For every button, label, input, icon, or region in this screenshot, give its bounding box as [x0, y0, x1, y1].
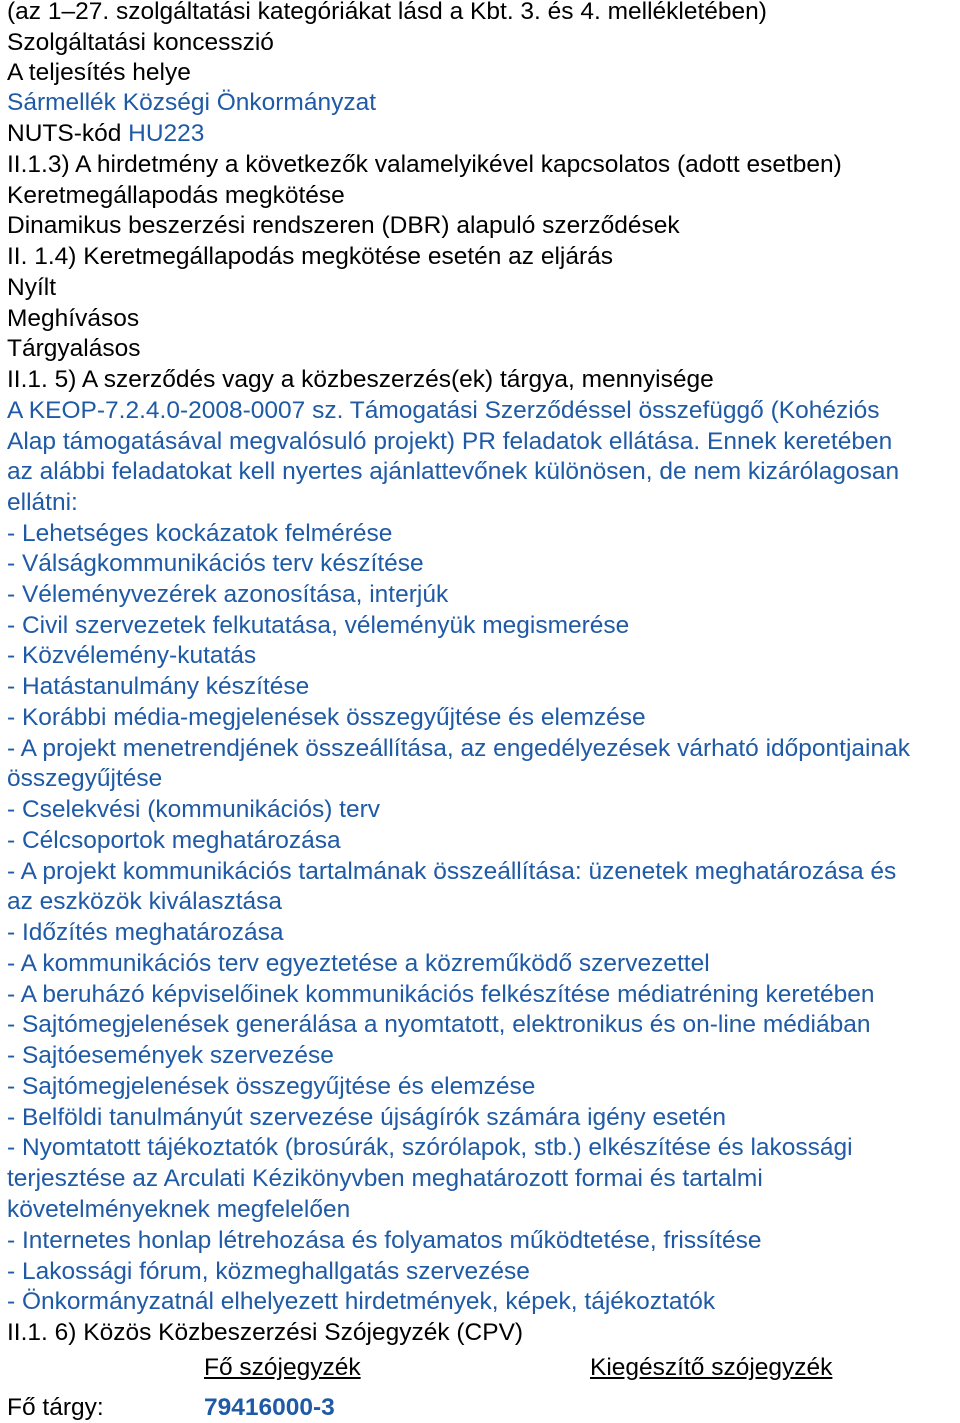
section-116-title: II.1. 6) Közös Közbeszerzési Szójegyzék (CPV)	[7, 1319, 524, 1346]
main-object-label: Fő tárgy:	[7, 1394, 104, 1421]
section-114-item: Meghívásos	[7, 305, 140, 332]
section-115-text: Alap támogatásával megvalósuló projekt) PR feladatok ellátása. Ennek keretében	[7, 428, 893, 455]
main-vocabulary-header: Fő szójegyzék	[204, 1354, 361, 1381]
section-113-item: Dinamikus beszerzési rendszeren (DBR) alapuló szerződések	[7, 212, 680, 239]
nuts-value: HU223	[128, 120, 205, 147]
category-note: (az 1–27. szolgáltatási kategóriákat lásd a Kbt. 3. és 4. mellékletében)	[7, 0, 767, 25]
task-item: - A projekt kommunikációs tartalmának összeállítása: üzenetek meghatározása és	[7, 858, 897, 885]
task-item: követelményeknek megfelelően	[7, 1196, 351, 1223]
section-113-item: Keretmegállapodás megkötése	[7, 182, 345, 209]
task-item: - Nyomtatott tájékoztatók (brosúrák, szórólapok, stb.) elkészítése és lakossági	[7, 1134, 853, 1161]
nuts-line	[7, 119, 204, 149]
task-item: - Belföldi tanulmányút szervezése újságírók számára igény esetén	[7, 1104, 727, 1131]
section-115-text: az alábbi feladatokat kell nyertes ajánlattevőnek különösen, de nem kizárólagosan	[7, 458, 900, 485]
task-item: összegyűjtése	[7, 765, 163, 792]
cpv-code: 79416000-3	[204, 1394, 335, 1421]
task-item: - Korábbi média-megjelenések összegyűjtése és elemzése	[7, 704, 646, 731]
section-113-title: II.1.3) A hirdetmény a következők valamelyikével kapcsolatos (adott esetben)	[7, 151, 842, 178]
supplementary-vocabulary-header: Kiegészítő szójegyzék	[590, 1354, 833, 1381]
task-item: - Hatástanulmány készítése	[7, 673, 310, 700]
task-item: terjesztése az Arculati Kézikönyvben meghatározott formai és tartalmi	[7, 1165, 763, 1192]
task-item: - Válságkommunikációs terv készítése	[7, 550, 424, 577]
section-115-text: ellátni:	[7, 489, 78, 516]
task-item: - A kommunikációs terv egyeztetése a közreműködő szervezettel	[7, 950, 710, 977]
task-item: - Közvélemény-kutatás	[7, 642, 257, 669]
task-item: - Sajtómegjelenések összegyűjtése és elemzése	[7, 1073, 536, 1100]
task-item: az eszközök kiválasztása	[7, 888, 283, 915]
section-114-title: II. 1.4) Keretmegállapodás megkötése esetén az eljárás	[7, 243, 614, 270]
task-item: - Időzítés meghatározása	[7, 919, 284, 946]
contract-type: Szolgáltatási koncesszió	[7, 29, 274, 56]
place-heading: A teljesítés helye	[7, 59, 191, 86]
task-item: - Véleményvezérek azonosítása, interjúk	[7, 581, 449, 608]
task-item: - A projekt menetrendjének összeállítása, az engedélyezések várható időpontjainak	[7, 735, 910, 762]
task-item: - Önkormányzatnál elhelyezett hirdetmények, képek, tájékoztatók	[7, 1288, 716, 1315]
task-item: - Sajtóesemények szervezése	[7, 1042, 334, 1069]
task-item: - Internetes honlap létrehozása és folyamatos működtetése, frissítése	[7, 1227, 762, 1254]
task-item: - Lehetséges kockázatok felmérése	[7, 520, 393, 547]
task-item: - Sajtómegjelenések generálása a nyomtatott, elektronikus és on-line médiában	[7, 1011, 871, 1038]
place-value: Sármellék Községi Önkormányzat	[7, 89, 377, 116]
task-item: - A beruházó képviselőinek kommunikációs felkészítése médiatréning keretében	[7, 981, 875, 1008]
nuts-label: NUTS-kód	[7, 120, 129, 147]
task-item: - Cselekvési (kommunikációs) terv	[7, 796, 381, 823]
section-114-item: Nyílt	[7, 274, 56, 301]
task-item: - Civil szervezetek felkutatása, véleményük megismerése	[7, 612, 630, 639]
section-115-title: II.1. 5) A szerződés vagy a közbeszerzés(ek) tárgya, mennyisége	[7, 366, 714, 393]
task-item: - Célcsoportok meghatározása	[7, 827, 341, 854]
task-item: - Lakossági fórum, közmeghallgatás szervezése	[7, 1258, 530, 1285]
section-114-item: Tárgyalásos	[7, 335, 141, 362]
section-115-text: A KEOP-7.2.4.0-2008-0007 sz. Támogatási Szerződéssel összefüggő (Kohéziós	[7, 397, 880, 424]
